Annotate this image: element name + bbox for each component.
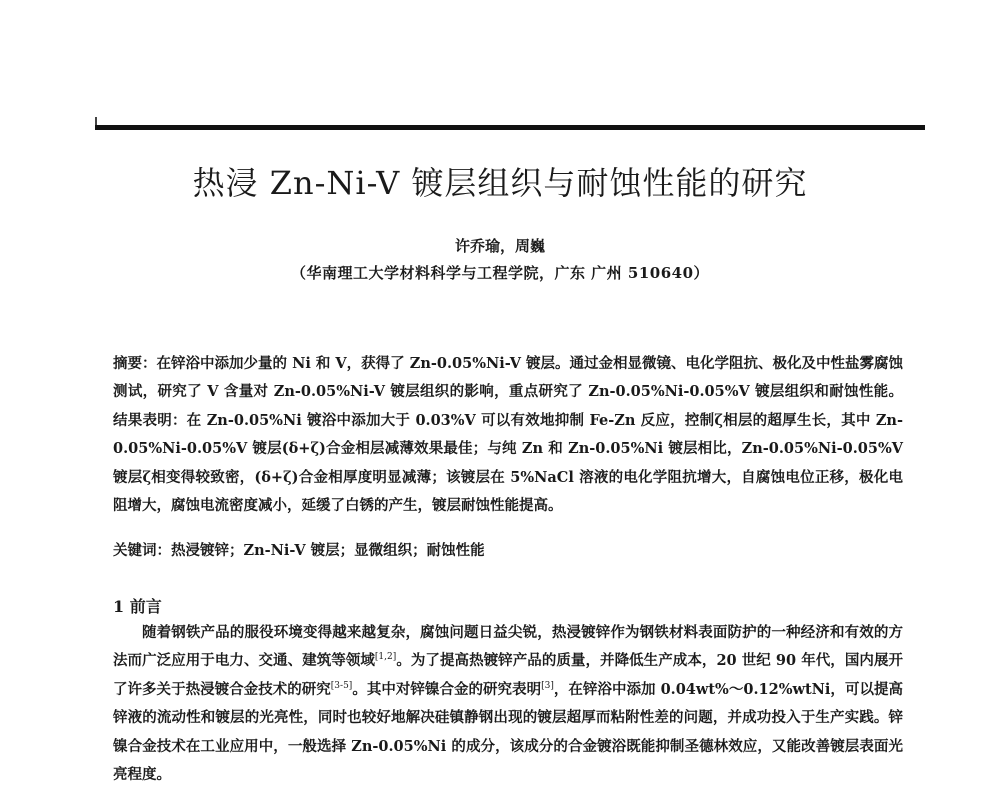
abstract-text: 在锌浴中添加少量的 Ni 和 V，获得了 Zn-0.05%Ni-V 镀层。通过金相显微镜、电化学阻抗、极化及中性盐雾腐蚀测试，研究了 V 含量对 Zn-0.05%Ni-V 镀层组织的影响，重点研究了 Zn-0.05%Ni-0.05%V 镀层组织和耐蚀性能。结果表明：在 Zn-0.05%Ni 镀浴中添加大于 0.03%V 可以有效地抑制 Fe-Zn 反应，控制ζ相层的超厚生长，其中 Zn-0.05%Ni-0.05%V 镀层(δ+ζ)合金相层减薄效果最佳；与纯 Zn 和 Zn-0.05%Ni 镀层相比，Zn-0.05%Ni-0.05%V 镀层ζ相变得较致密，(δ+ζ)合金相厚度明显减薄；该镀层在 5%NaCl 溶液的电化学阻抗增大，自腐蚀电位正移，极化电阻增大，腐蚀电流密度减小，延缓了白锈的产生，镀层耐蚀性能提高。 <box>113 355 904 515</box>
keywords <box>113 539 903 563</box>
intro-text-part-4: ，在锌浴中添加 0.04wt%～0.12%wtNi，可以提高锌液的流动性和镀层的光亮性，同时也较好地解决硅镇静钢出现的镀层超厚而粘附性差的问题，并成功投入于生产实践。锌镍合金技术在工业应用中，一般选择 Zn-0.05%Ni 的成分，该成分的合金镀浴既能抑制圣德林效应，又能改善镀层表面光亮程度。 <box>113 680 904 784</box>
citation-1: [1,2] <box>374 652 397 663</box>
abstract-label: 摘要： <box>113 355 157 372</box>
section-heading-introduction: 1 前言 <box>113 597 162 616</box>
intro-text-part-2: 。为了提高热镀锌产品的质量，并降低生产成本，20 世纪 90 年代，国内展开了许多关于热浸镀合金技术的研究 <box>113 652 904 698</box>
citation-3: [3] <box>541 680 554 691</box>
paper-authors: 许乔瑜，周巍 <box>454 237 545 255</box>
citation-2: [3-5] <box>330 680 353 691</box>
paper-affiliation: （华南理工大学材料科学与工程学院，广东 广州 510640） <box>290 264 710 282</box>
intro-text-part-1: 随着钢铁产品的服役环境变得越来越复杂，腐蚀问题日益尖锐，热浸镀锌作为钢铁材料表面防护的一种经济和有效的方法而广泛应用于电力、交通、建筑等领域 <box>113 624 903 670</box>
header-rule <box>95 125 925 130</box>
intro-text-part-3: 。其中对锌镍合金的研究表明 <box>352 680 542 698</box>
abstract <box>113 350 903 520</box>
keywords-label: 关键词： <box>113 542 171 559</box>
keywords-text: 热浸镀锌；Zn-Ni-V 镀层；显微组织；耐蚀性能 <box>171 542 485 559</box>
paper-title: 热浸 Zn-Ni-V 镀层组织与耐蚀性能的研究 <box>192 164 808 202</box>
introduction-paragraph <box>113 619 904 784</box>
